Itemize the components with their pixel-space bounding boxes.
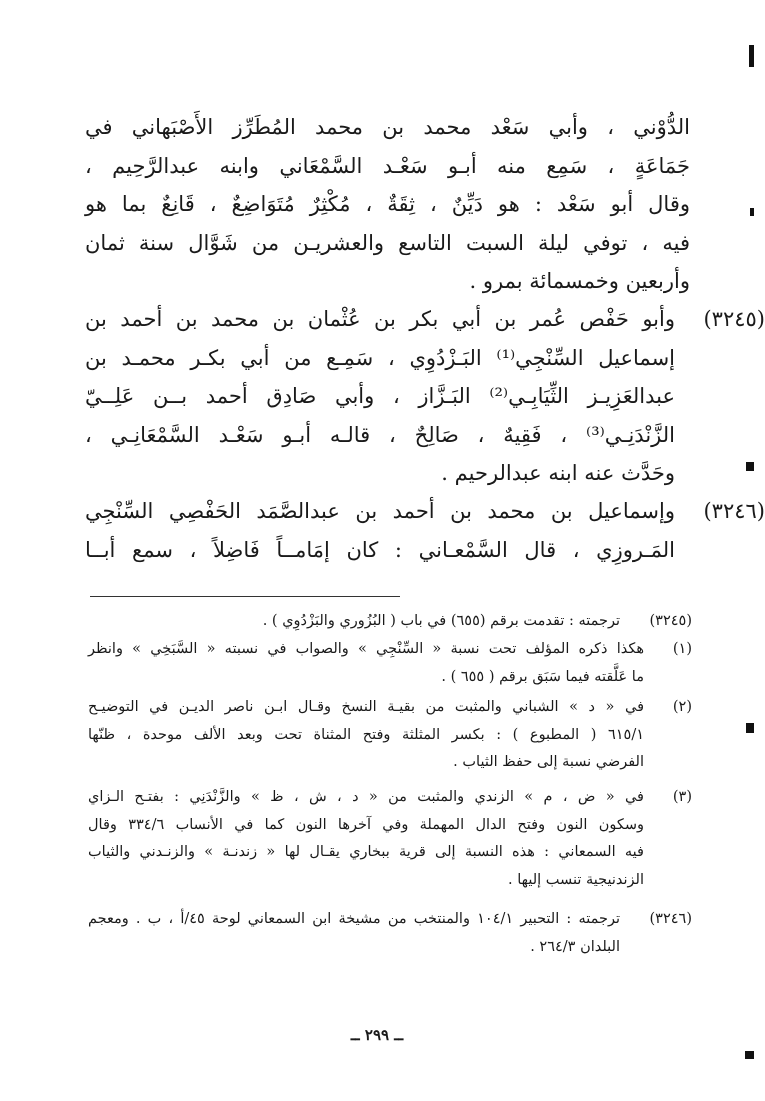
footnote-number: (١) xyxy=(672,641,692,657)
footnote-1 xyxy=(88,636,692,691)
footnote-line: وسكون النون وفتح الدال المهملة وفي آخرها النون كما في الأنساب ٣٣٤/٦ وقال xyxy=(88,816,644,833)
entry-3245 xyxy=(85,300,765,493)
text-line: وإسماعيل بن محمد بن أحمد بن عبدالصَّمَد الحَفْصِي السِّنْجِي xyxy=(85,499,675,523)
scan-edge-mark xyxy=(750,208,754,216)
footnote-line: ترجمته : التحبير ١٠٤/١ والمنتخب من مشيخة ابن السمعاني لوحة ٤٥/أ ، ب . ومعجم xyxy=(88,911,620,927)
entry-number: (٣٢٤٦) xyxy=(703,499,765,523)
entry-number: (٣٢٤٥) xyxy=(703,307,765,331)
footnote-line: فيه السمعاني : هذه النسبة إلى قرية ببخاري يقـال لها « زندنـة » والزنـدني والثياب xyxy=(88,844,644,860)
text-line: جَمَاعَةٍ ، سَمِع منه أبـو سَعْـد السَّمْعَاني وابنه عبدالرَّحِيم ، xyxy=(85,153,690,178)
text-line: وأبو حَفْص عُمر بن أبي بكر بن عُثْمان بن محمد بن أحمد بن xyxy=(85,307,675,331)
text-line: وحَدَّث عنه ابنه عبدالرحيم . xyxy=(441,461,675,485)
scan-edge-mark xyxy=(746,723,754,733)
text-line: فيه ، توفي ليلة السبت التاسع والعشريـن من شَوَّال سنة ثمان xyxy=(85,230,690,255)
footnote-line: هكذا ذكره المؤلف تحت نسبة « السِّنْجِي » والصواب في نسبته « السَّبَخِي » وانظر xyxy=(88,641,644,657)
footnote-divider xyxy=(90,596,400,597)
footnote-3246 xyxy=(88,906,692,961)
text-line: الدُّوْني ، وأبي سَعْد محمد بن محمد المُطَرِّز الأَصْبَهاني في xyxy=(85,115,690,139)
footnote-line: ٦١٥/١ ( المطبوع ) : بكسر المثلثة وفتح المثناة تحت وبعد الألف موحدة ، ظنّها xyxy=(88,726,644,743)
footnote-line: في « د » الشباني والمثبت من بقيـة النسخ وقـال ابـن ناصر الديـن في التوضيـح xyxy=(88,699,644,715)
text-line: المَـروزِي ، قال السَّمْعـاني : كان إمَامــاً فَاضِلاً ، سمع أبــا xyxy=(85,537,675,562)
text-line: إسماعيل السِّنْجِي⁽¹⁾ البَـزْدُوِي ، سَمِـع من أبي بكـر محمـد بن xyxy=(85,345,676,370)
footnote-number: (٢) xyxy=(672,699,692,715)
text-line: الزَّنْدَنِـي⁽³⁾ ، فَقِيهٌ ، صَالِحٌ ، قالـه أبـو سَعْـد السَّمْعَانِـي ، xyxy=(85,422,675,447)
footnote-number: (٣٢٤٥) xyxy=(649,613,692,629)
text-line: عبدالعَزِيـز الثِّيَابِـي⁽²⁾ البَـزَّاز ، وأبي صَادِق أحمد بــن عَلِــيّ xyxy=(85,384,675,408)
footnote-line: في « ض ، م » الزندي والمثبت من « د ، ش ، ظ » والزَّنْدَنِي : بفتـح الـزاي xyxy=(88,789,644,805)
footnote-line: الفرضي نسبة إلى حفظ الثياب . xyxy=(453,754,644,770)
footnote-2 xyxy=(88,694,692,777)
footnote-3245 xyxy=(88,608,692,636)
main-text xyxy=(85,108,690,301)
footnote-number: (٣) xyxy=(672,789,692,805)
page-number: ــ ٢٩٩ ــ xyxy=(350,1026,404,1044)
footnote-number: (٣٢٤٦) xyxy=(649,911,692,927)
text-line: وقال أبو سَعْد : هو دَيِّنٌ ، ثِقَةٌ ، مُكْثِرٌ مُتَوَاضِعٌ ، قَانِعٌ بما هو xyxy=(85,192,690,216)
entry-3246 xyxy=(85,492,765,569)
footnote-line: الزندنيجية تنسب إليها . xyxy=(508,871,644,888)
scan-edge-mark xyxy=(745,1051,754,1059)
footnote-line: البلدان ٢٦٤/٣ . xyxy=(530,938,620,955)
footnote-3 xyxy=(88,784,692,894)
text-line: وأربعين وخمسمائة بمرو . xyxy=(469,269,690,293)
scan-edge-mark xyxy=(746,462,754,471)
scan-edge-mark xyxy=(749,45,754,67)
footnote-line: ما عَلَّقته فيما سَبَق برقم ( ٦٥٥ ) . xyxy=(441,668,644,685)
footnote-line: ترجمته : تقدمت برقم (٦٥٥) في باب ( البُزُوري والبَزْدُوِي ) . xyxy=(262,613,620,629)
